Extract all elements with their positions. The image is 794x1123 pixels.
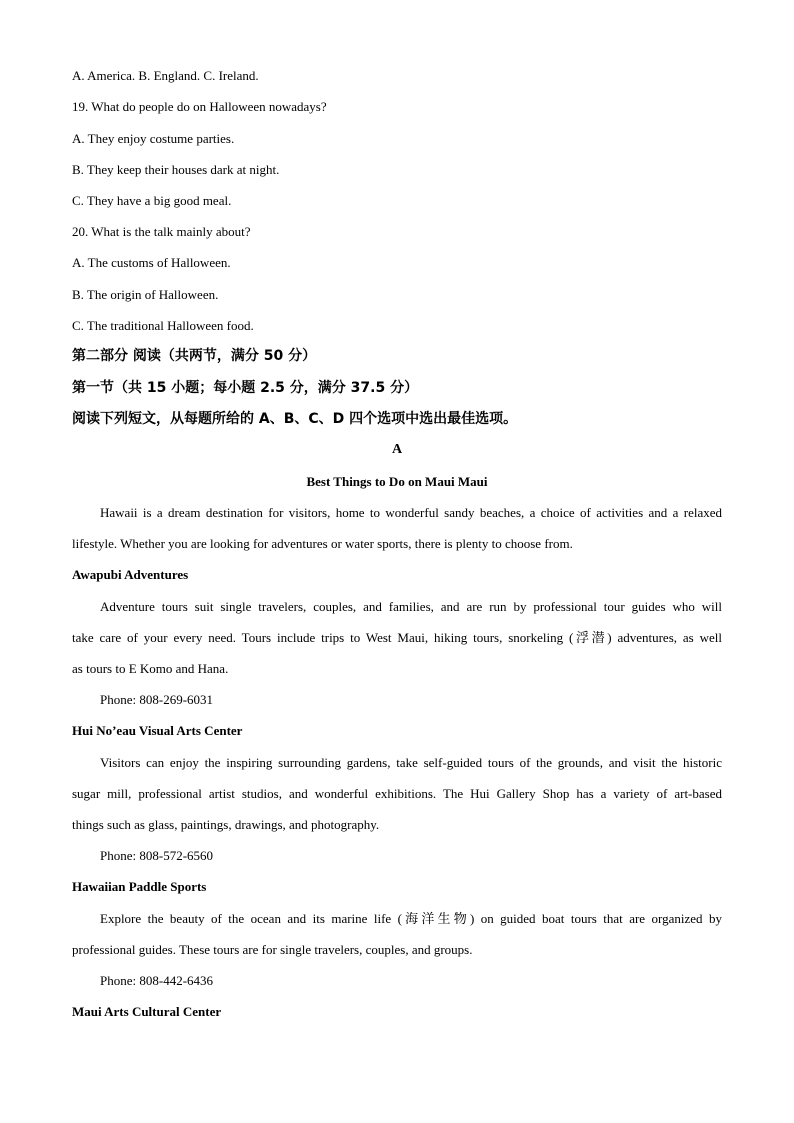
- entry-heading-paddle: Hawaiian Paddle Sports: [72, 879, 207, 894]
- entry-paddle-phone: Phone: 808-442-6436: [100, 973, 214, 988]
- entry-heading-maui-arts: Maui Arts Cultural Center: [72, 1004, 222, 1019]
- q19-option-a: A. They enjoy costume parties.: [72, 131, 235, 146]
- entry-awapubi-line-3: as tours to E Komo and Hana.: [72, 661, 229, 676]
- entry-paddle-line-2: professional guides. These tours are for single travelers, couples, and groups.: [72, 942, 473, 957]
- entry-awapubi-phone: Phone: 808-269-6031: [100, 692, 214, 707]
- q19-question: 19. What do people do on Halloween nowadays?: [72, 99, 327, 114]
- entry-awapubi-line-1: Adventure tours suit single travelers, couples, and families, and are run by professional tour guides who will: [100, 599, 722, 614]
- entry-hui-line-1: Visitors can enjoy the inspiring surrounding gardens, take self-guided tours of the grounds, and visit the historic: [100, 755, 722, 770]
- intro-line-1: Hawaii is a dream destination for visitors, home to wonderful sandy beaches, a choice of activities and a relaxed: [100, 505, 722, 520]
- entry-heading-hui: Hui No’eau Visual Arts Center: [72, 723, 243, 738]
- q18-options: A. America. B. England. C. Ireland.: [72, 68, 259, 83]
- entry-paddle-line-1: Explore the beauty of the ocean and its marine life (海洋生物) on guided boat tours that are organized by: [100, 911, 722, 926]
- q20-option-a: A. The customs of Halloween.: [72, 255, 231, 270]
- q20-question: 20. What is the talk mainly about?: [72, 224, 251, 239]
- entry-awapubi-line-2: take care of your every need. Tours include trips to West Maui, hiking tours, snorkeling (浮潜) adventures, as well: [72, 630, 722, 645]
- entry-hui-line-3: things such as glass, paintings, drawings, and photography.: [72, 817, 380, 832]
- instruction-text: 阅读下列短文，从每题所给的 A、B、C、D 四个选项中选出最佳选项。: [72, 411, 518, 427]
- part-heading: 第二部分 阅读（共两节，满分 50 分）: [72, 348, 317, 364]
- q19-option-c: C. They have a big good meal.: [72, 193, 232, 208]
- entry-hui-line-2: sugar mill, professional artist studios, and wonderful exhibitions. The Hui Gallery Shop has a variety of art-based: [72, 786, 722, 801]
- q19-option-b: B. They keep their houses dark at night.: [72, 162, 280, 177]
- intro-line-2: lifestyle. Whether you are looking for adventures or water sports, there is plenty to choose from.: [72, 536, 573, 551]
- entry-heading-awapubi: Awapubi Adventures: [72, 567, 189, 582]
- section-heading: 第一节（共 15 小题；每小题 2.5 分，满分 37.5 分）: [72, 380, 419, 396]
- passage-title: Best Things to Do on Maui Maui: [306, 474, 488, 489]
- q20-option-c: C. The traditional Halloween food.: [72, 318, 254, 333]
- entry-hui-phone: Phone: 808-572-6560: [100, 848, 214, 863]
- passage-letter: A: [391, 442, 403, 457]
- q20-option-b: B. The origin of Halloween.: [72, 287, 219, 302]
